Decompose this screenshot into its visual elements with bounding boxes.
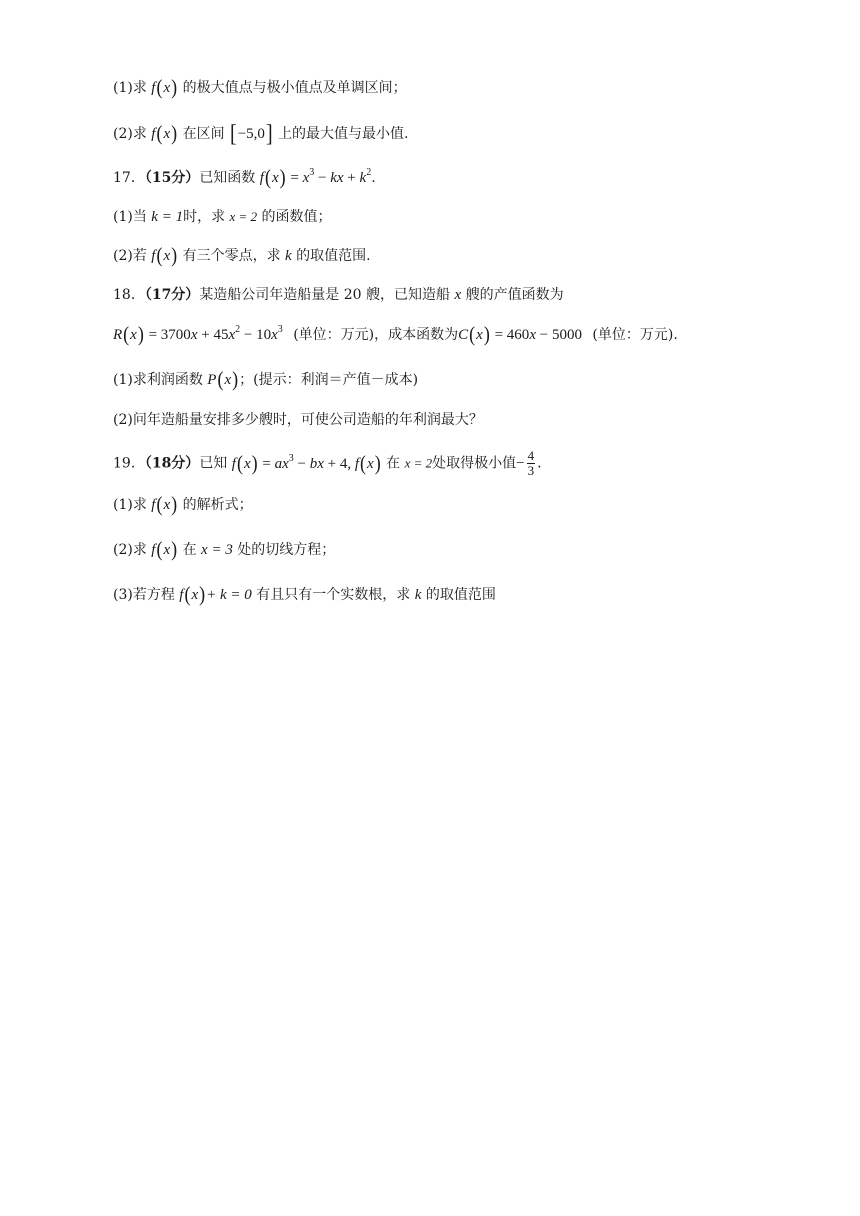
p17-q2-tail: 的取值范围. xyxy=(296,248,371,264)
p17-q1-cond: k = 1 xyxy=(151,209,184,225)
p19-stem xyxy=(113,449,542,478)
p17-q2-fx: f(x) xyxy=(151,243,178,267)
p16-q2-tail: 上的最大值与最小值. xyxy=(278,126,409,142)
p19-mid: 在 xyxy=(386,455,401,472)
p19-stem-text: 已知 xyxy=(199,455,228,472)
p17-q1-lead: (1)当 xyxy=(113,209,147,225)
p17-q2-lead: (2)若 xyxy=(113,248,147,264)
p19-q2 xyxy=(113,537,336,561)
p18-var: x xyxy=(454,287,462,303)
p19-q2-tail: 处的切线方程； xyxy=(237,542,336,558)
p19-q2-mid: 在 xyxy=(182,542,197,558)
p18-number: 18． xyxy=(113,287,145,303)
p17-q1 xyxy=(113,207,332,227)
p19-fraction xyxy=(527,449,536,478)
p16-q2-interval: [−5,0] xyxy=(230,120,273,148)
p18-q2-text: (2)问年造船量安排多少艘时，可使公司造船的年利润最大？ xyxy=(113,412,483,428)
p17-stem-text: 已知函数 xyxy=(199,170,256,186)
p18-stem1: 某造船公司年造船量是 20 艘，已知造船 xyxy=(199,287,451,303)
p17-stem: 17．（15分）已知函数 $f(x) = x^3$ − kx + $k^2$. xyxy=(113,165,376,189)
p16-q2 xyxy=(113,120,409,148)
p16-q2-fx: f(x) xyxy=(151,121,178,145)
p18-q1 xyxy=(113,367,419,391)
p16-q1-tail: 的极大值点与极小值点及单调区间； xyxy=(182,80,407,96)
p18-revenue-function: $R(x) = 3700x + 45x^2 - 10x^3$ xyxy=(113,322,283,346)
p19-q1-tail: 的解析式； xyxy=(182,497,253,513)
p16-q1 xyxy=(113,75,407,99)
p17-q1-mid: 时，求 xyxy=(183,209,226,225)
p19-q3-fx: f(x) xyxy=(179,582,206,606)
p16-q2-mid: 在区间 xyxy=(182,126,225,142)
p19-fraction-num: 4 xyxy=(527,448,535,463)
p17-q2 xyxy=(113,243,371,267)
p19-q1 xyxy=(113,492,253,516)
p17-number: 17． xyxy=(113,170,145,186)
p19-q3-mid: 有且只有一个实数根，求 xyxy=(256,587,411,603)
p18-stem xyxy=(113,285,564,305)
p19-q2-lead: (2)求 xyxy=(113,542,147,558)
p17-q2-var: k xyxy=(285,248,292,264)
p18-unit1: (单位：万元)，成本函数为 xyxy=(293,327,459,343)
p19-q2-x: x = 3 xyxy=(201,542,233,558)
p18-cost-function: C(x) = 460x − 5000 xyxy=(458,322,582,346)
p17-q1-tail: 的函数值； xyxy=(261,209,332,225)
p17-score: （15分） xyxy=(144,170,200,186)
p19-score: （18分） xyxy=(144,455,200,472)
p19-end: . xyxy=(537,455,542,472)
p16-q1-lead: (1)求 xyxy=(113,80,147,96)
p19-q3-eq: + k = 0 xyxy=(206,587,252,603)
p18-functions xyxy=(113,322,678,346)
p19-q3-lead: (3)若方程 xyxy=(113,587,175,603)
p19-q3-tail: 的取值范围 xyxy=(425,587,496,603)
p19-tail1: 处取得极小值 xyxy=(432,455,517,472)
p18-q1-px: P(x) xyxy=(207,367,239,391)
p16-q2-lead: (2)求 xyxy=(113,126,147,142)
p18-unit2: (单位：万元). xyxy=(592,327,678,343)
p17-q2-mid: 有三个零点，求 xyxy=(182,248,281,264)
p18-score: （17分） xyxy=(144,287,200,303)
p19-q3-var: k xyxy=(414,587,422,603)
p18-q2 xyxy=(113,410,483,430)
p19-q2-fx: f(x) xyxy=(151,537,178,561)
p17-q1-x: x = 2 xyxy=(229,209,258,224)
p18-stem2: 艘的产值函数为 xyxy=(465,287,564,303)
p19-fraction-den: 3 xyxy=(527,463,535,478)
p19-number: 19． xyxy=(113,455,145,472)
p16-q1-fx: f(x) xyxy=(151,75,178,99)
p19-q1-fx: f(x) xyxy=(151,492,178,516)
p19-q3 xyxy=(113,582,496,606)
p19-x: x = 2 xyxy=(404,455,433,471)
p19-function: $f(x) = ax^3$ − bx + 4, f(x) xyxy=(231,451,381,474)
p19-neg: − xyxy=(516,455,525,472)
p18-q1-lead: (1)求利润函数 xyxy=(113,372,203,388)
p19-q1-lead: (1)求 xyxy=(113,497,147,513)
p17-function: $f(x) = x^3$ − kx + $k^2$ xyxy=(259,165,372,189)
p18-q1-tail: ；(提示：利润＝产值－成本) xyxy=(239,372,419,388)
